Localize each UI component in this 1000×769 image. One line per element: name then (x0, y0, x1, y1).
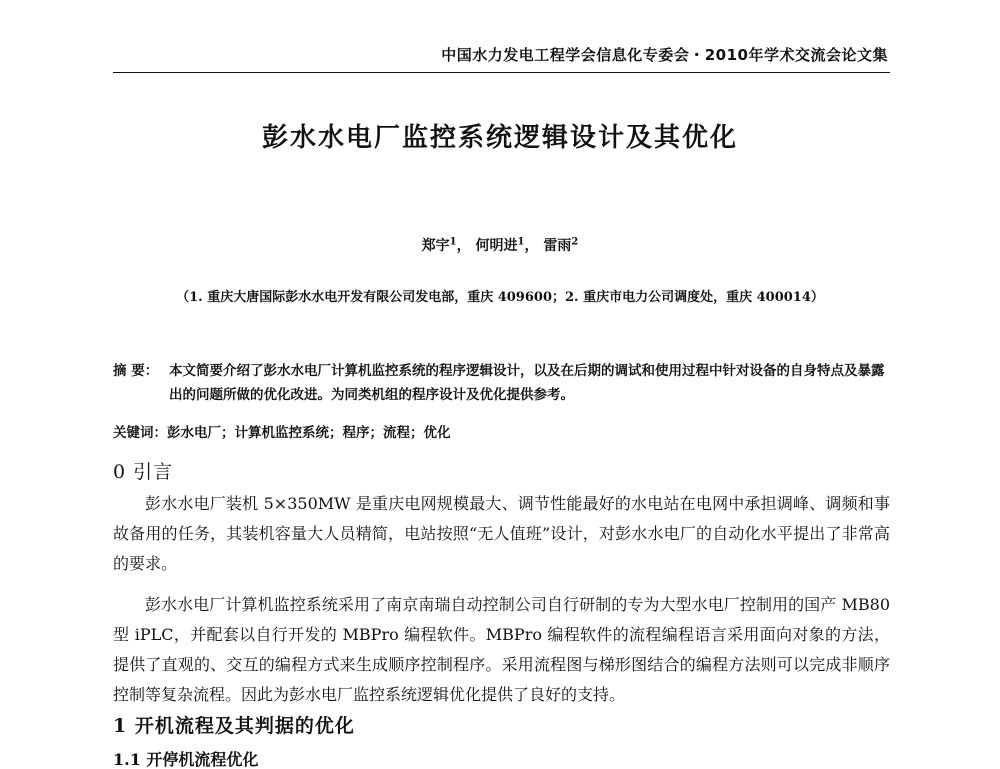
section-heading-startup: 1 开机流程及其判据的优化 (113, 715, 355, 737)
paper-title: 彭水水电厂监控系统逻辑设计及其优化 (261, 123, 738, 153)
author-name: 郑宇 (421, 238, 450, 254)
subsection-heading-text: 1.1 开停机流程优化 (113, 750, 259, 769)
keywords-line (113, 421, 890, 441)
section-heading-intro: 0 引言 (113, 461, 174, 483)
abstract-block (113, 359, 890, 407)
keywords-text: 彭水电厂；计算机监控系统；程序；流程；优化 (167, 425, 451, 441)
author-list (0, 235, 1000, 255)
body-paragraph: 彭水水电厂装机 5×350MW 是重庆电网规模最大、调节性能最好的水电站在电网中承担调峰、调频和事故备用的任务，其装机容量大人员精简，电站按照“无人值班”设计，对彭水水电厂的自动化水平提出了非常高的要求。 (113, 494, 890, 573)
author-name: 何明进 (475, 238, 518, 254)
affiliation-line: （1. 重庆大唐国际彭水水电开发有限公司发电部，重庆 409600；2. 重庆市电力公司调度处，重庆 400014） (176, 290, 824, 305)
author-separator: ， (456, 238, 471, 254)
keywords-label: 关键词： (113, 425, 167, 441)
abstract-text: 本文简要介绍了彭水水电厂计算机监控系统的程序逻辑设计，以及在后期的调试和使用过程中针对设备的自身特点及暴露出的问题所做的优化改进。为同类机组的程序设计及优化提供参考。 (169, 363, 885, 403)
author-name: 雷雨 (543, 238, 572, 254)
running-head: 中国水力发电工程学会信息化专委会・2010年学术交流会论文集 (441, 46, 888, 64)
abstract-label: 摘 要： (113, 363, 159, 379)
author-affiliation-mark: 1 (517, 236, 525, 248)
author-separator: ， (524, 238, 539, 254)
author-affiliation-mark: 2 (571, 236, 579, 248)
body-paragraph: 彭水水电厂计算机监控系统采用了南京南瑞自动控制公司自行研制的专为大型水电厂控制用的国产 MB80 型 iPLC，并配套以自行开发的 MBPro 编程软件。MBPro 编程软件的流程编程语言采用面向对象的方法，提供了直观的、交互的编程方式来生成顺序控制程序。采用流程图与梯形图结合的编程方法则可以完成非顺序控制等复杂流程。因此为彭水电厂监控系统逻辑优化提供了良好的支持。 (113, 595, 890, 704)
author-affiliation-mark: 1 (449, 236, 457, 248)
header-rule (113, 72, 890, 73)
subsection-heading-clipped (113, 750, 313, 769)
